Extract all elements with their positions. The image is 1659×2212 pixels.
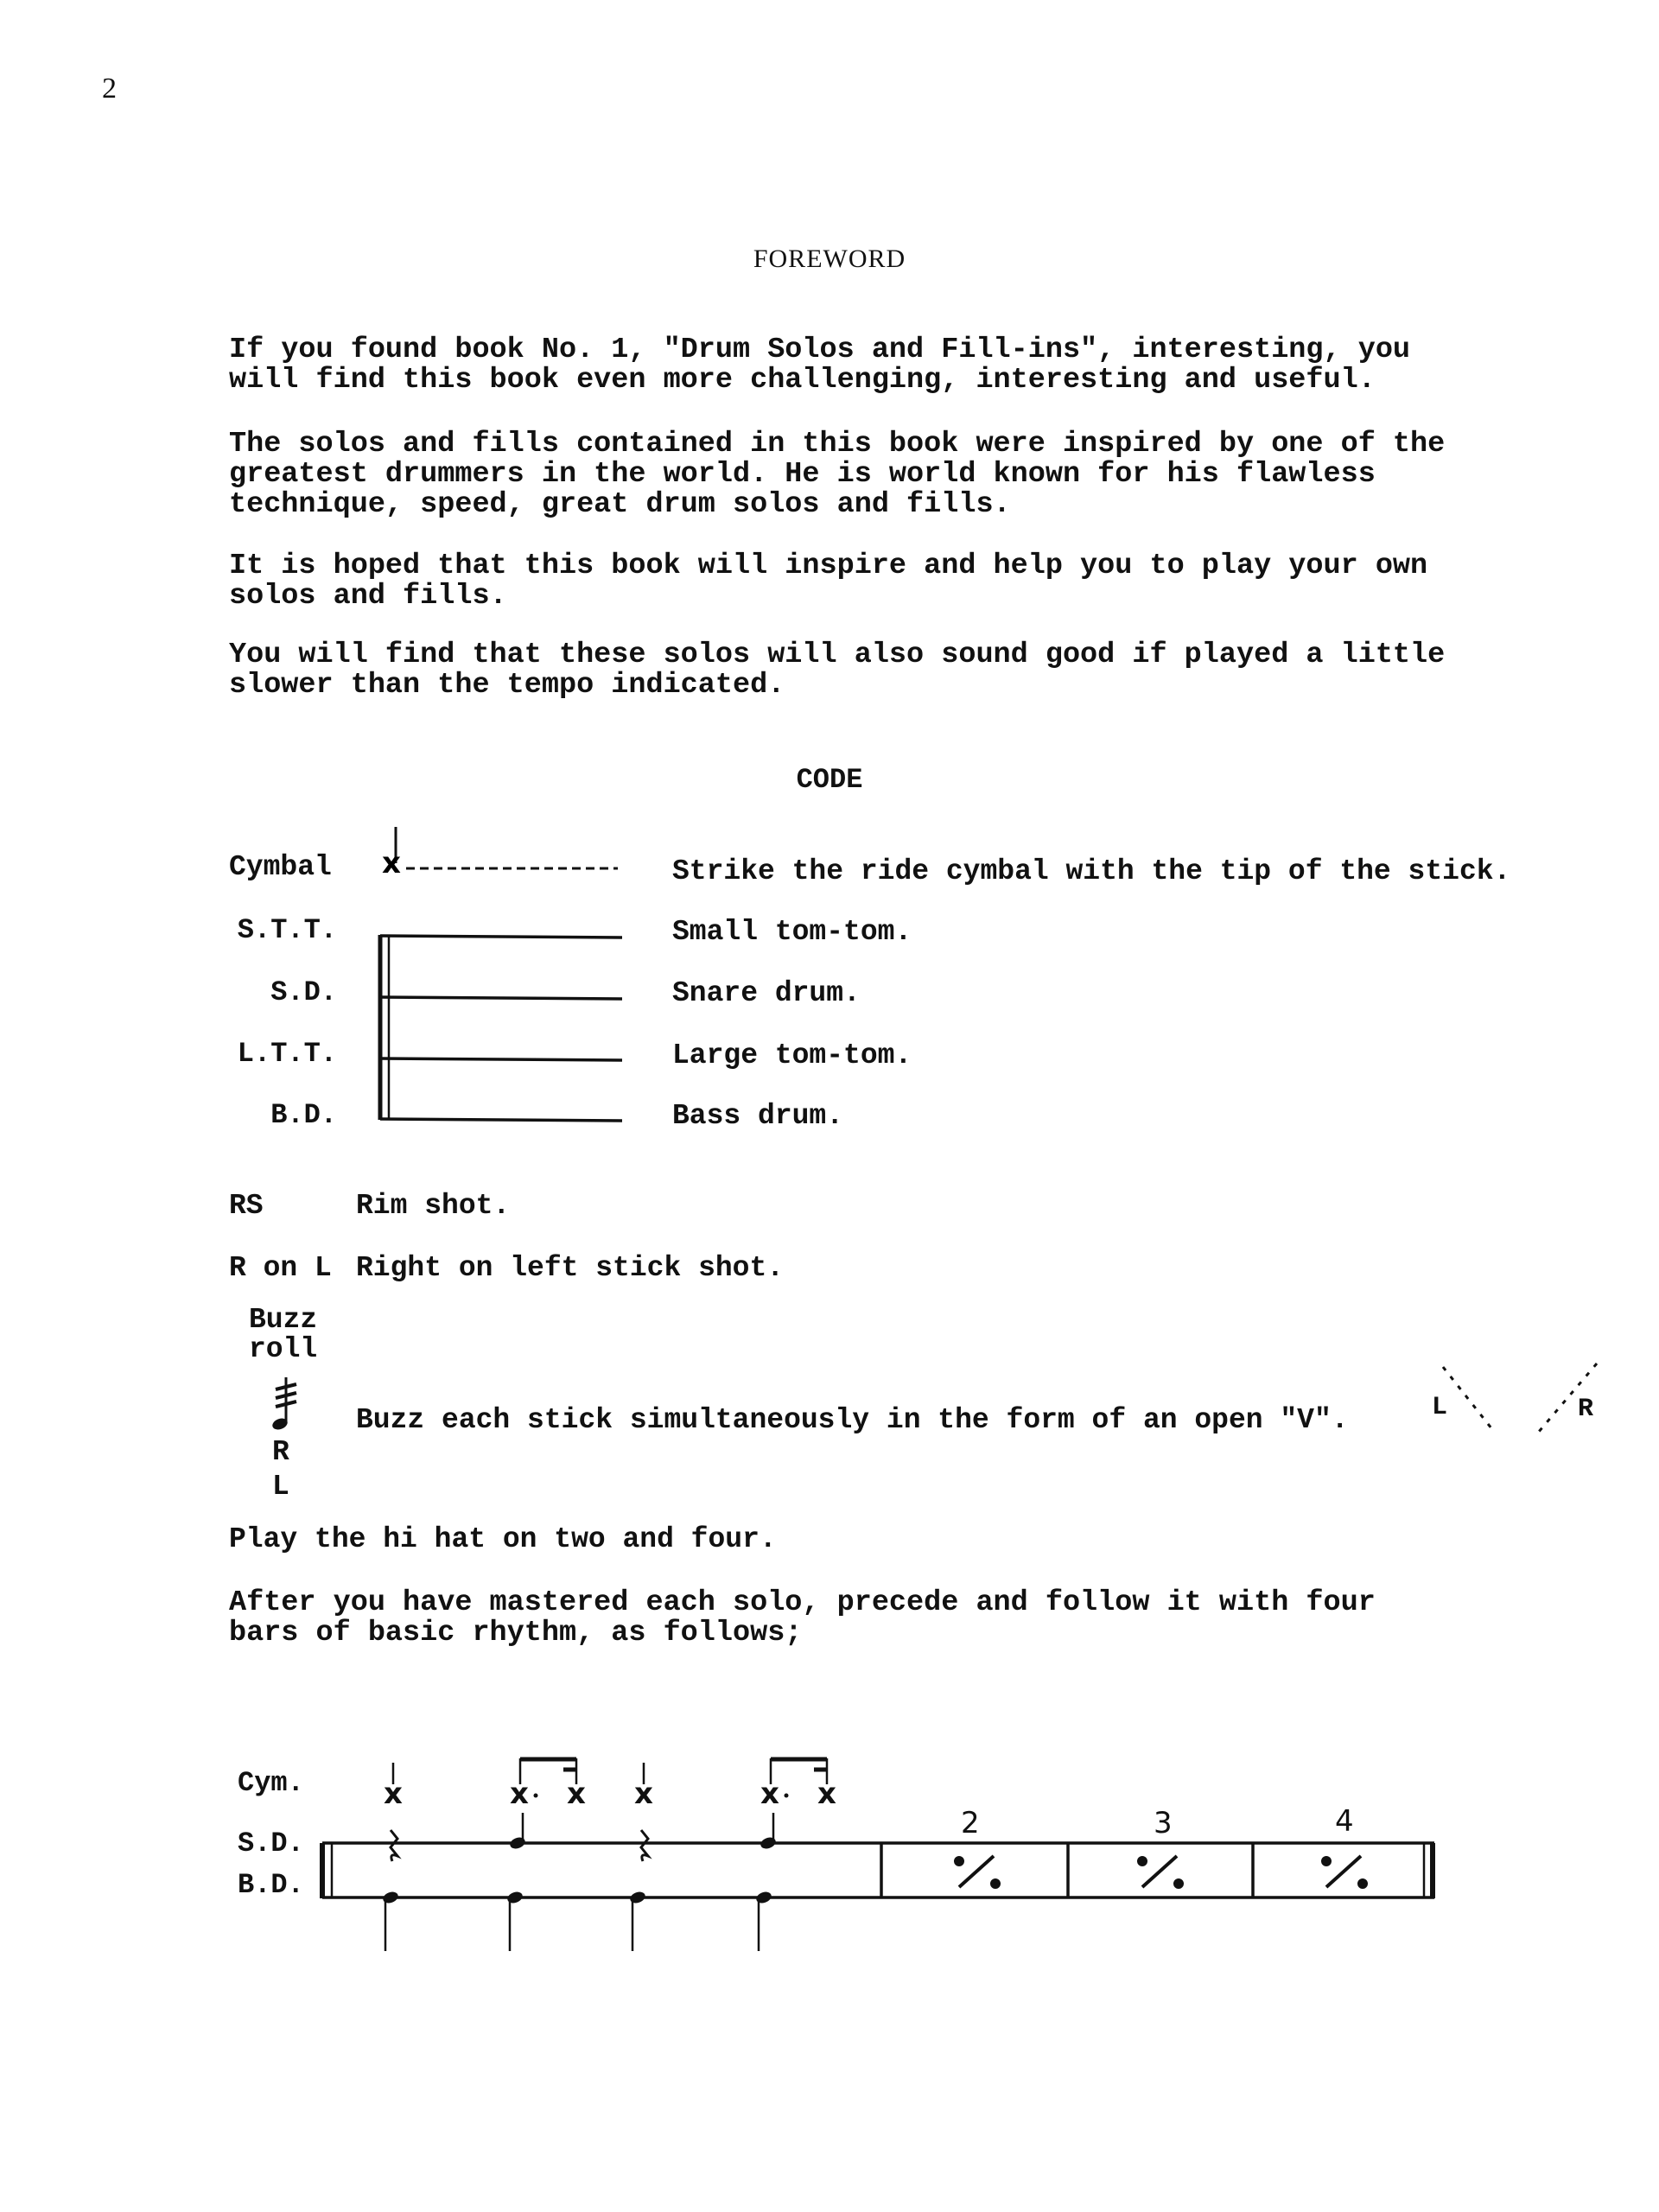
buzz-hand-l: L: [272, 1471, 289, 1503]
cymbal-label: Cymbal: [229, 851, 332, 883]
rim-shot-description: Rim shot.: [356, 1190, 511, 1222]
rim-shot-abbr: RS: [229, 1190, 264, 1222]
v-right-label: R: [1578, 1395, 1594, 1424]
buzz-hand-r: R: [272, 1436, 289, 1468]
ltt-label: L.T.T.: [237, 1038, 337, 1070]
rhythm-label-sd: S.D.: [238, 1827, 304, 1859]
code-title: CODE: [796, 764, 863, 796]
stt-label: S.T.T.: [237, 914, 337, 946]
buzz-label-line2: roll: [249, 1333, 318, 1365]
svg-text:x: x: [760, 1777, 779, 1811]
svg-text:x: x: [634, 1777, 653, 1811]
buzz-label-line1: Buzz: [249, 1304, 318, 1336]
svg-text:x: x: [567, 1777, 586, 1811]
hi-hat-instruction: Play the hi hat on two and four.: [229, 1523, 777, 1555]
foreword-paragraph-3: It is hoped that this book will inspire and help you to play your own solos and fills.: [229, 550, 1428, 613]
cymbal-description: Strike the ride cymbal with the tip of the stick.: [672, 855, 1511, 887]
foreword-paragraph-1: If you found book No. 1, "Drum Solos and Fill-ins", interesting, you will find this book even more challenging, interesting and useful.: [229, 334, 1411, 397]
measure-number-2: 2: [961, 1806, 980, 1840]
svg-text:x: x: [510, 1777, 529, 1811]
rhythm-label-cym: Cym.: [238, 1767, 304, 1799]
basic-rhythm-instruction: After you have mastered each solo, precede and follow it with four bars of basic rhythm, as follows;: [229, 1586, 1376, 1649]
bd-label: B.D.: [270, 1099, 337, 1131]
sd-description: Snare drum.: [672, 977, 861, 1009]
rhythm-label-bd: B.D.: [238, 1869, 304, 1901]
bd-description: Bass drum.: [672, 1100, 844, 1132]
r-on-l-description: Right on left stick shot.: [356, 1252, 785, 1284]
buzz-description: Buzz each stick simultaneously in the form of an open "V".: [356, 1404, 1349, 1436]
measure-number-4: 4: [1335, 1804, 1354, 1839]
foreword-paragraph-4: You will find that these solos will also sound good if played a little slower than the tempo indicated.: [229, 639, 1446, 702]
foreword-paragraph-2: The solos and fills contained in this book were inspired by one of the greatest drummers in the world. He is world known for his flawless technique, speed, great drum solos and fills.: [229, 428, 1446, 521]
svg-text:x: x: [384, 1777, 403, 1811]
r-on-l-abbr: R on L: [229, 1252, 332, 1284]
v-left-label: L: [1432, 1393, 1448, 1422]
stt-description: Small tom-tom.: [672, 916, 912, 948]
ltt-description: Large tom-tom.: [672, 1039, 912, 1071]
measure-number-3: 3: [1154, 1806, 1173, 1840]
foreword-title: FOREWORD: [753, 245, 906, 273]
svg-text:x: x: [817, 1777, 836, 1811]
svg-text:x: x: [382, 846, 401, 880]
page-number: 2: [102, 73, 117, 105]
sd-label: S.D.: [270, 976, 337, 1008]
